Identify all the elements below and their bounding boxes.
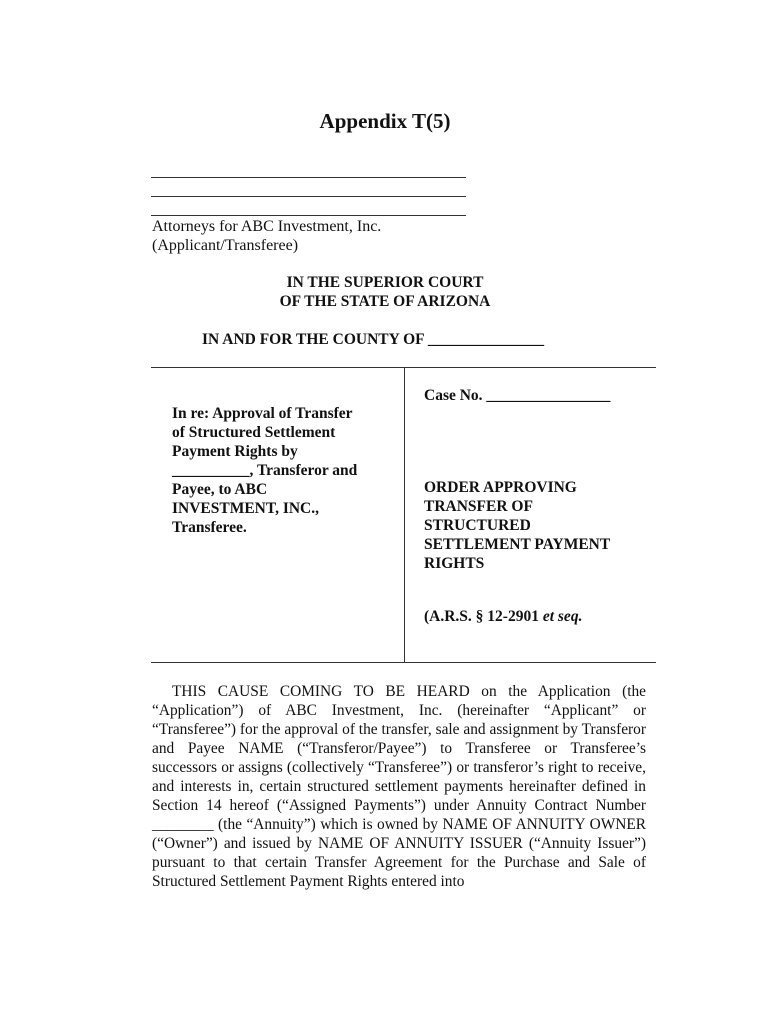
order-title-line: RIGHTS — [424, 555, 485, 572]
attorney-block — [152, 217, 381, 255]
attorney-role: (Applicant/Transferee) — [152, 237, 299, 254]
caption-line: Transferee. — [172, 519, 247, 536]
statute-text: (A.R.S. § 12-2901 — [424, 608, 539, 625]
caption-bottom-rule — [151, 662, 656, 663]
order-title — [424, 478, 654, 573]
order-title-line: ORDER APPROVING — [424, 479, 577, 496]
order-title-line: SETTLEMENT PAYMENT — [424, 536, 611, 553]
case-number: Case No. ________________ — [424, 387, 611, 404]
court-name-line1: IN THE SUPERIOR COURT — [286, 274, 484, 291]
caption-line: INVESTMENT, INC., — [172, 500, 319, 517]
page-title: Appendix T(5) — [319, 109, 451, 133]
attorney-line: Attorneys for ABC Investment, Inc. — [152, 218, 382, 235]
signature-line-1 — [151, 177, 466, 178]
caption-line: Payee, to ABC — [172, 481, 268, 498]
body-paragraph: THIS CAUSE COMING TO BE HEARD on the Application (the “Application”) of ABC Investment, Inc. (hereinafter “Applicant” or “Transferee”) for the approval of the transfer, sale and assignment by Transferor and Payee NAME (“Transferor/Payee”) to Transferee or Transferee’s successors or assigns (collectively “Transferee”) or transferor’s right to receive, and interests in, certain structured settlement payments hereinafter defined in Section 14 hereof (“Assigned Payments”) under Annuity Contract Number ________ (the “Annuity”) which is owned by NAME OF ANNUITY OWNER (“Owner”) and issued by NAME OF ANNUITY ISSUER (“Annuity Issuer”) pursuant to that certain Transfer Agreement for the Purchase and Sale of Structured Settlement Payment Rights entered into — [152, 683, 646, 890]
case-caption — [172, 404, 397, 537]
signature-line-2 — [151, 196, 466, 197]
caption-line: Payment Rights by — [172, 443, 298, 460]
statute-italic: et seq. — [542, 608, 583, 625]
order-title-line: STRUCTURED — [424, 517, 531, 534]
caption-line: __________, Transferor and — [172, 462, 358, 479]
caption-line: In re: Approval of Transfer — [172, 405, 353, 422]
statute-reference — [424, 608, 582, 626]
caption-divider — [404, 367, 405, 662]
county-line: IN AND FOR THE COUNTY OF _______________ — [202, 331, 545, 348]
court-name-line2: OF THE STATE OF ARIZONA — [279, 293, 491, 310]
order-title-line: TRANSFER OF — [424, 498, 533, 515]
signature-line-3 — [151, 215, 466, 216]
caption-line: of Structured Settlement — [172, 424, 336, 441]
